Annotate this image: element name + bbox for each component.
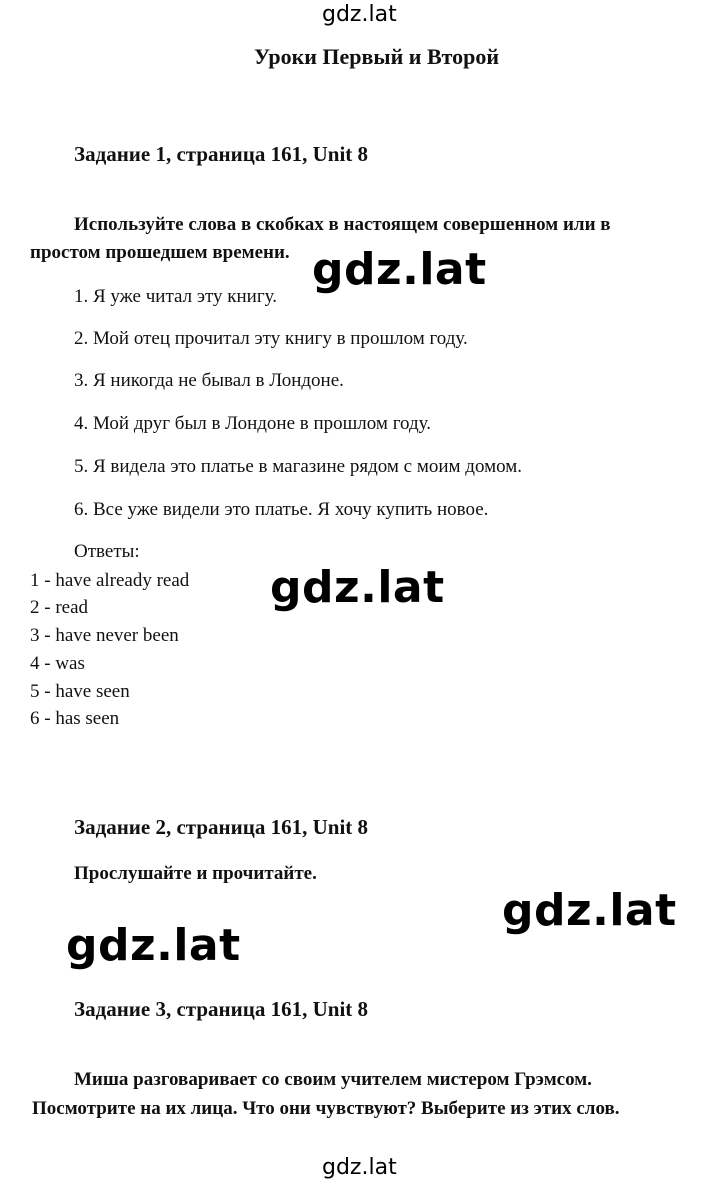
task3-instruction-line1: Миша разговаривает со своим учителем мистером Грэмсом. — [74, 1069, 592, 1090]
answer-5: 5 - have seen — [30, 681, 130, 702]
task1-sentence-3: 3. Я никогда не бывал в Лондоне. — [74, 370, 344, 391]
lesson-title: Уроки Первый и Второй — [254, 44, 500, 69]
watermark-bottom: gdz.lat — [322, 1155, 397, 1180]
task1-sentence-4: 4. Мой друг был в Лондоне в прошлом году. — [74, 413, 431, 434]
watermark-2: gdz.lat — [270, 562, 445, 613]
task1-instruction-line2: простом прошедшем времени. — [30, 242, 290, 263]
task1-sentence-2: 2. Мой отец прочитал эту книгу в прошлом году. — [74, 328, 468, 349]
task1-sentence-6: 6. Все уже видели это платье. Я хочу купить новое. — [74, 499, 489, 520]
answer-2: 2 - read — [30, 597, 89, 618]
answer-6: 6 - has seen — [30, 708, 120, 729]
answer-3: 3 - have never been — [30, 625, 179, 646]
task1-sentence-1: 1. Я уже читал эту книгу. — [74, 286, 277, 307]
answer-1: 1 - have already read — [30, 570, 190, 591]
task1-heading: Задание 1, страница 161, Unit 8 — [74, 142, 369, 166]
task3-heading: Задание 3, страница 161, Unit 8 — [74, 997, 369, 1021]
task2-instruction: Прослушайте и прочитайте. — [74, 863, 317, 884]
answers-label: Ответы: — [74, 541, 140, 562]
task2-heading: Задание 2, страница 161, Unit 8 — [74, 815, 369, 839]
watermark-3: gdz.lat — [502, 885, 677, 936]
task1-instruction-line1: Используйте слова в скобках в настоящем совершенном или в — [74, 214, 611, 235]
answer-4: 4 - was — [30, 653, 85, 674]
watermark-top: gdz.lat — [322, 2, 397, 27]
watermark-1: gdz.lat — [312, 244, 487, 295]
watermark-4: gdz.lat — [66, 920, 241, 971]
task3-instruction-line2: Посмотрите на их лица. Что они чувствуют? Выберите из этих слов. — [32, 1098, 620, 1119]
task1-sentence-5: 5. Я видела это платье в магазине рядом с моим домом. — [74, 456, 523, 477]
